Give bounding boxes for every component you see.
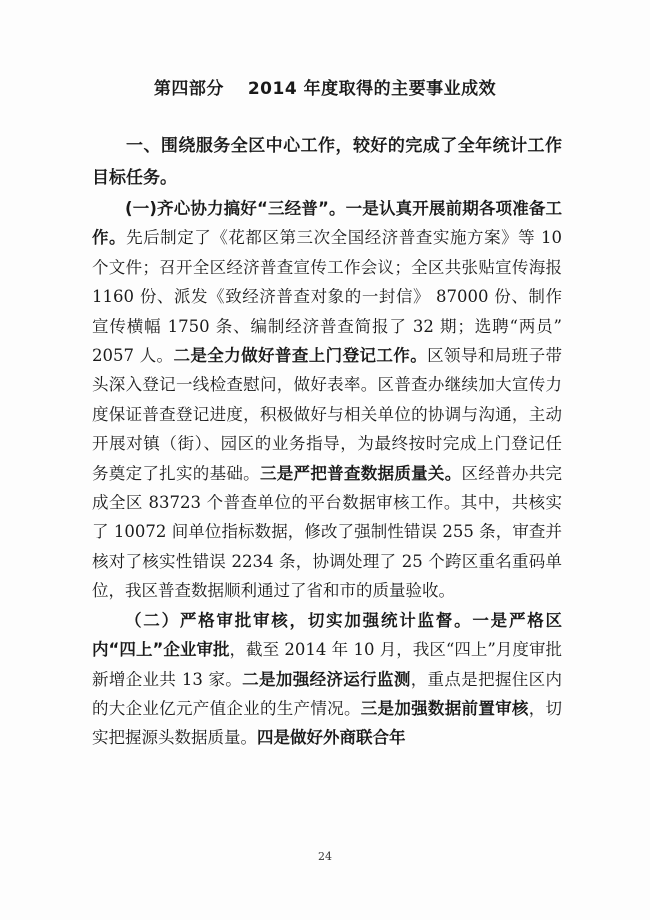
point-one-heading: 一是严格区内“四上”企业审批 xyxy=(92,610,563,660)
paragraph-supervision xyxy=(92,606,562,753)
section-heading: 一、围绕服务全区中心工作，较好的完成了全年统计工作目标任务。 xyxy=(92,136,562,188)
paragraph-lead: (一)齐心协力搞好“三经普”。 xyxy=(125,199,346,218)
point-two-heading: 二是全力做好普查上门登记工作。 xyxy=(173,346,428,366)
point-four-heading: 四是做好外商联合年 xyxy=(257,728,406,748)
point-two-text: 区领导和局班子带头深入登记一线检查慰问，做好表率。区普查办继续加大宣传力度保证普查登记进度，积极做好与相关单位的协调与沟通，主动开展对镇（街）、园区的业务指导，为最终按时完成上门登记任务奠定了扎实的基础。 xyxy=(92,346,562,483)
point-three-text: 区经普办共完成全区 83723 个普查单位的平台数据审核工作。其中，共核实了 10072 间单位指标数据，修改了强制性错误 255 条，审查并核对了核实性错误 2234 条，协调处理了 25 个跨区重名重码单位，我区普查数据顺利通过了省和市的质量验收。 xyxy=(92,463,563,601)
page-title: 第四部分 2014 年度取得的主要事业成效 xyxy=(153,79,497,99)
paragraph-census xyxy=(92,194,562,606)
document-body xyxy=(92,130,562,753)
point-three-heading: 三是加强数据前置审核 xyxy=(360,698,529,718)
paragraph-lead: （二）严格审批审核，切实加强统计监督。 xyxy=(125,610,473,630)
point-three-heading: 三是严把普查数据质量关。 xyxy=(259,463,462,483)
page-number: 24 xyxy=(318,850,332,863)
point-one-heading: 一是认真开展前期各项准备工作。 xyxy=(92,199,562,248)
point-one-text: ，截至 2014 年 10 月，我区“四上”月度审批新增企业共 13 家。 xyxy=(92,640,562,689)
point-one-text: 先后制定了《花都区第三次全国经济普查实施方案》等 10 个文件；召开全区经济普查宣传工作会议；全区共张贴宣传海报 1160 份、派发《致经济普查对象的一封信》 87000 份、制作宣传横幅 1750 条、编制经济普查简报了 32 期；选聘“两员” 2057 人。 xyxy=(92,228,562,366)
point-three-text: ，切实把握源头数据质量。 xyxy=(92,698,563,748)
point-two-text: ，重点是把握住区内的大企业亿元产值企业的生产情况。 xyxy=(92,669,563,718)
point-two-heading: 二是加强经济运行监测 xyxy=(242,669,411,689)
